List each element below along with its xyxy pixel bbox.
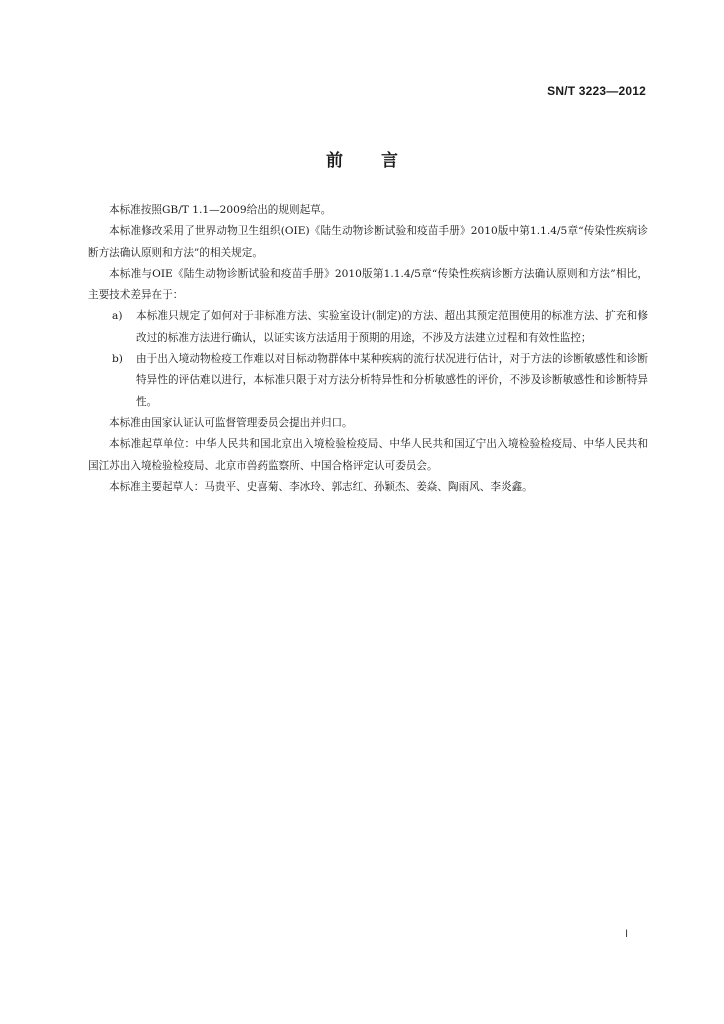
paragraph-drafting-units: 本标准起草单位：中华人民共和国北京出入境检验检疫局、中华人民共和国辽宁出入境检验检疫局、中华人民共和国江苏出入境检验检疫局、北京市兽药监察所、中国合格评定认可委员会。 — [88, 438, 648, 472]
paragraph-drafting-rules: 本标准按照GB/T 1.1—2009给出的规则起草。 — [109, 204, 332, 216]
list-item-a-text: 本标准只规定了如何对于非标准方法、实验室设计(制定)的方法、超出其预定范围使用的标准方法、扩充和修改过的标准方法进行确认，以证实该方法适用于预期的用途，不涉及方法建立过程和有效性监控； — [136, 310, 648, 344]
list-item-a — [88, 306, 648, 349]
list-marker-b: b) — [112, 353, 123, 366]
foreword-body — [88, 200, 648, 498]
list-marker-a: a) — [112, 310, 123, 323]
paragraph-proposer: 本标准由国家认证认可监督管理委员会提出并归口。 — [109, 416, 353, 429]
page-number: I — [624, 928, 628, 940]
list-item-b-text: 由于出入境动物检疫工作难以对目标动物群体中某种疾病的流行状况进行估计，对于方法的诊断敏感性和诊断特异性的评估难以进行，本标准只限于对方法分析特异性和分析敏感性的评价，不涉及诊断敏感性和诊断特异性。 — [136, 353, 648, 408]
paragraph-adoption: 本标准修改采用了世界动物卫生组织(OIE)《陆生动物诊断试验和疫苗手册》2010版中第1.1.4/5章“传染性疾病诊断方法确认原则和方法”的相关规定。 — [88, 225, 648, 259]
list-item-b — [88, 349, 648, 413]
page-title: 前言 — [326, 151, 436, 171]
paragraph-drafters: 本标准主要起草人：马贵平、史喜菊、李冰玲、郭志红、孙颖杰、姜焱、陶雨风、李炎鑫。 — [109, 480, 533, 493]
standard-number: SN/T 3223—2012 — [547, 84, 646, 98]
paragraph-differences-intro: 本标准与OIE《陆生动物诊断试验和疫苗手册》2010版第1.1.4/5章“传染性疾病诊断方法确认原则和方法”相比，主要技术差异在于： — [88, 267, 648, 302]
